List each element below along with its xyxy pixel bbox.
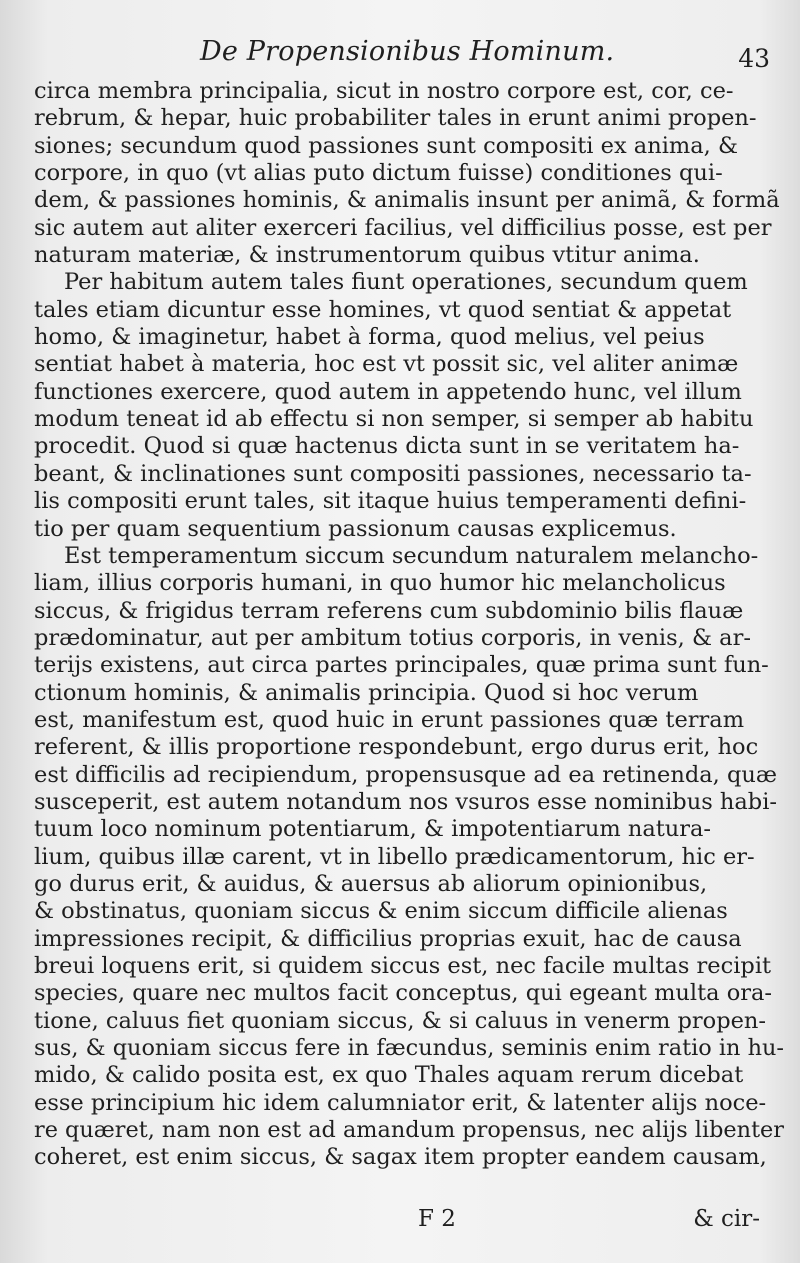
running-head — [0, 28, 800, 80]
text-line: corpore, in quo (vt alias puto dictum fuisse) conditiones qui- — [34, 160, 723, 187]
text-line: tales etiam dicuntur esse homines, vt quod sentiat & appetat — [34, 296, 732, 323]
text-line: modum teneat id ab effectu si non semper, si semper ab habitu — [34, 406, 754, 433]
text-line: Per habitum autem tales fiunt operationes, secundum quem — [64, 269, 748, 296]
text-line: terijs existens, aut circa partes principales, quæ prima sunt fun- — [34, 652, 769, 679]
text-line: breui loquens erit, si quidem siccus est, nec facile multas recipit — [34, 953, 772, 979]
text-line: susceperit, est autem notandum nos vsuros esse nominibus habi- — [34, 788, 778, 815]
text-line: coheret, est enim siccus, & sagax item propter eandem causam, — [34, 1144, 767, 1171]
text-line: Est temperamentum siccum secundum naturalem melancho- — [64, 542, 759, 569]
page-number: 43 — [738, 44, 770, 73]
signature-mark: F 2 — [418, 1206, 456, 1232]
text-line: siones; secundum quod passiones sunt compositi ex anima, & — [34, 132, 738, 159]
text-line: sentiat habet à materia, hoc est vt possit sic, vel aliter animæ — [34, 351, 739, 378]
text-line: lium, quibus illæ carent, vt in libello prædicamentorum, hic er- — [34, 843, 755, 870]
text-line: functiones exercere, quod autem in appetendo hunc, vel illum — [34, 378, 742, 405]
text-line: sic autem aut aliter exerceri facilius, vel difficilius posse, est per — [34, 214, 772, 241]
text-line: siccus, & frigidus terram referens cum subdominio bilis flauæ — [34, 597, 744, 624]
text-line: ctionum hominis, & animalis principia. Quod si hoc verum — [34, 679, 699, 706]
text-line: & obstinatus, quoniam siccus & enim siccum difficile alienas — [34, 898, 728, 925]
text-line: circa membra principalia, sicut in nostro corpore est, cor, ce- — [34, 78, 734, 104]
text-line: species, quare nec multos facit conceptus, qui egeant multa ora- — [34, 980, 773, 1007]
text-line: sus, & quoniam siccus fere in fæcundus, seminis enim ratio in hu- — [34, 1035, 784, 1062]
text-line: referent, & illis proportione respondebunt, ergo durus erit, hoc — [34, 734, 759, 761]
text-line: prædominatur, aut per ambitum totius corporis, in venis, & ar- — [34, 624, 751, 651]
page-footer — [0, 1202, 800, 1242]
text-line: procedit. Quod si quæ hactenus dicta sunt in se veritatem ha- — [34, 433, 740, 460]
text-line: liam, illius corporis humani, in quo humor hic melancholicus — [34, 570, 726, 597]
text-line: dem, & passiones hominis, & animalis insunt per animã, & formã — [34, 187, 780, 214]
running-title: De Propensionibus Hominum. — [200, 36, 615, 67]
text-line: lis compositi erunt tales, sit itaque huius temperamenti defini- — [34, 488, 747, 515]
text-line: re quæret, nam non est ad amandum propensus, nec alijs libenter — [34, 1117, 784, 1144]
text-line: tuum loco nominum potentiarum, & impotentiarum natura- — [34, 816, 712, 843]
text-line: impressiones recipit, & difficilius proprias exuit, hac de causa — [34, 925, 742, 952]
text-line: go durus erit, & auidus, & auersus ab aliorum opinionibus, — [34, 870, 708, 897]
text-line: tione, caluus fiet quoniam siccus, & si caluus in venerm propen- — [34, 1007, 767, 1034]
text-line: rebrum, & hepar, huic probabiliter tales in erunt animi propen- — [34, 105, 757, 132]
text-line: esse principium hic idem calumniator erit, & latenter alijs noce- — [34, 1089, 767, 1116]
text-line: mido, & calido posita est, ex quo Thales aquam rerum dicebat — [34, 1062, 744, 1089]
text-line: est difficilis ad recipiendum, propensusque ad ea retinenda, quæ — [34, 761, 777, 788]
text-line: homo, & imaginetur, habet à forma, quod melius, vel peius — [34, 324, 705, 351]
catchword: & cir- — [693, 1206, 760, 1232]
text-line: beant, & inclinationes sunt compositi passiones, necessario ta- — [34, 460, 752, 487]
body-text — [34, 78, 784, 1172]
text-line: est, manifestum est, quod huic in erunt passiones quæ terram — [34, 706, 745, 733]
text-line: tio per quam sequentium passionum causas explicemus. — [34, 515, 677, 542]
text-line: naturam materiæ, & instrumentorum quibus vtitur anima. — [34, 242, 700, 269]
